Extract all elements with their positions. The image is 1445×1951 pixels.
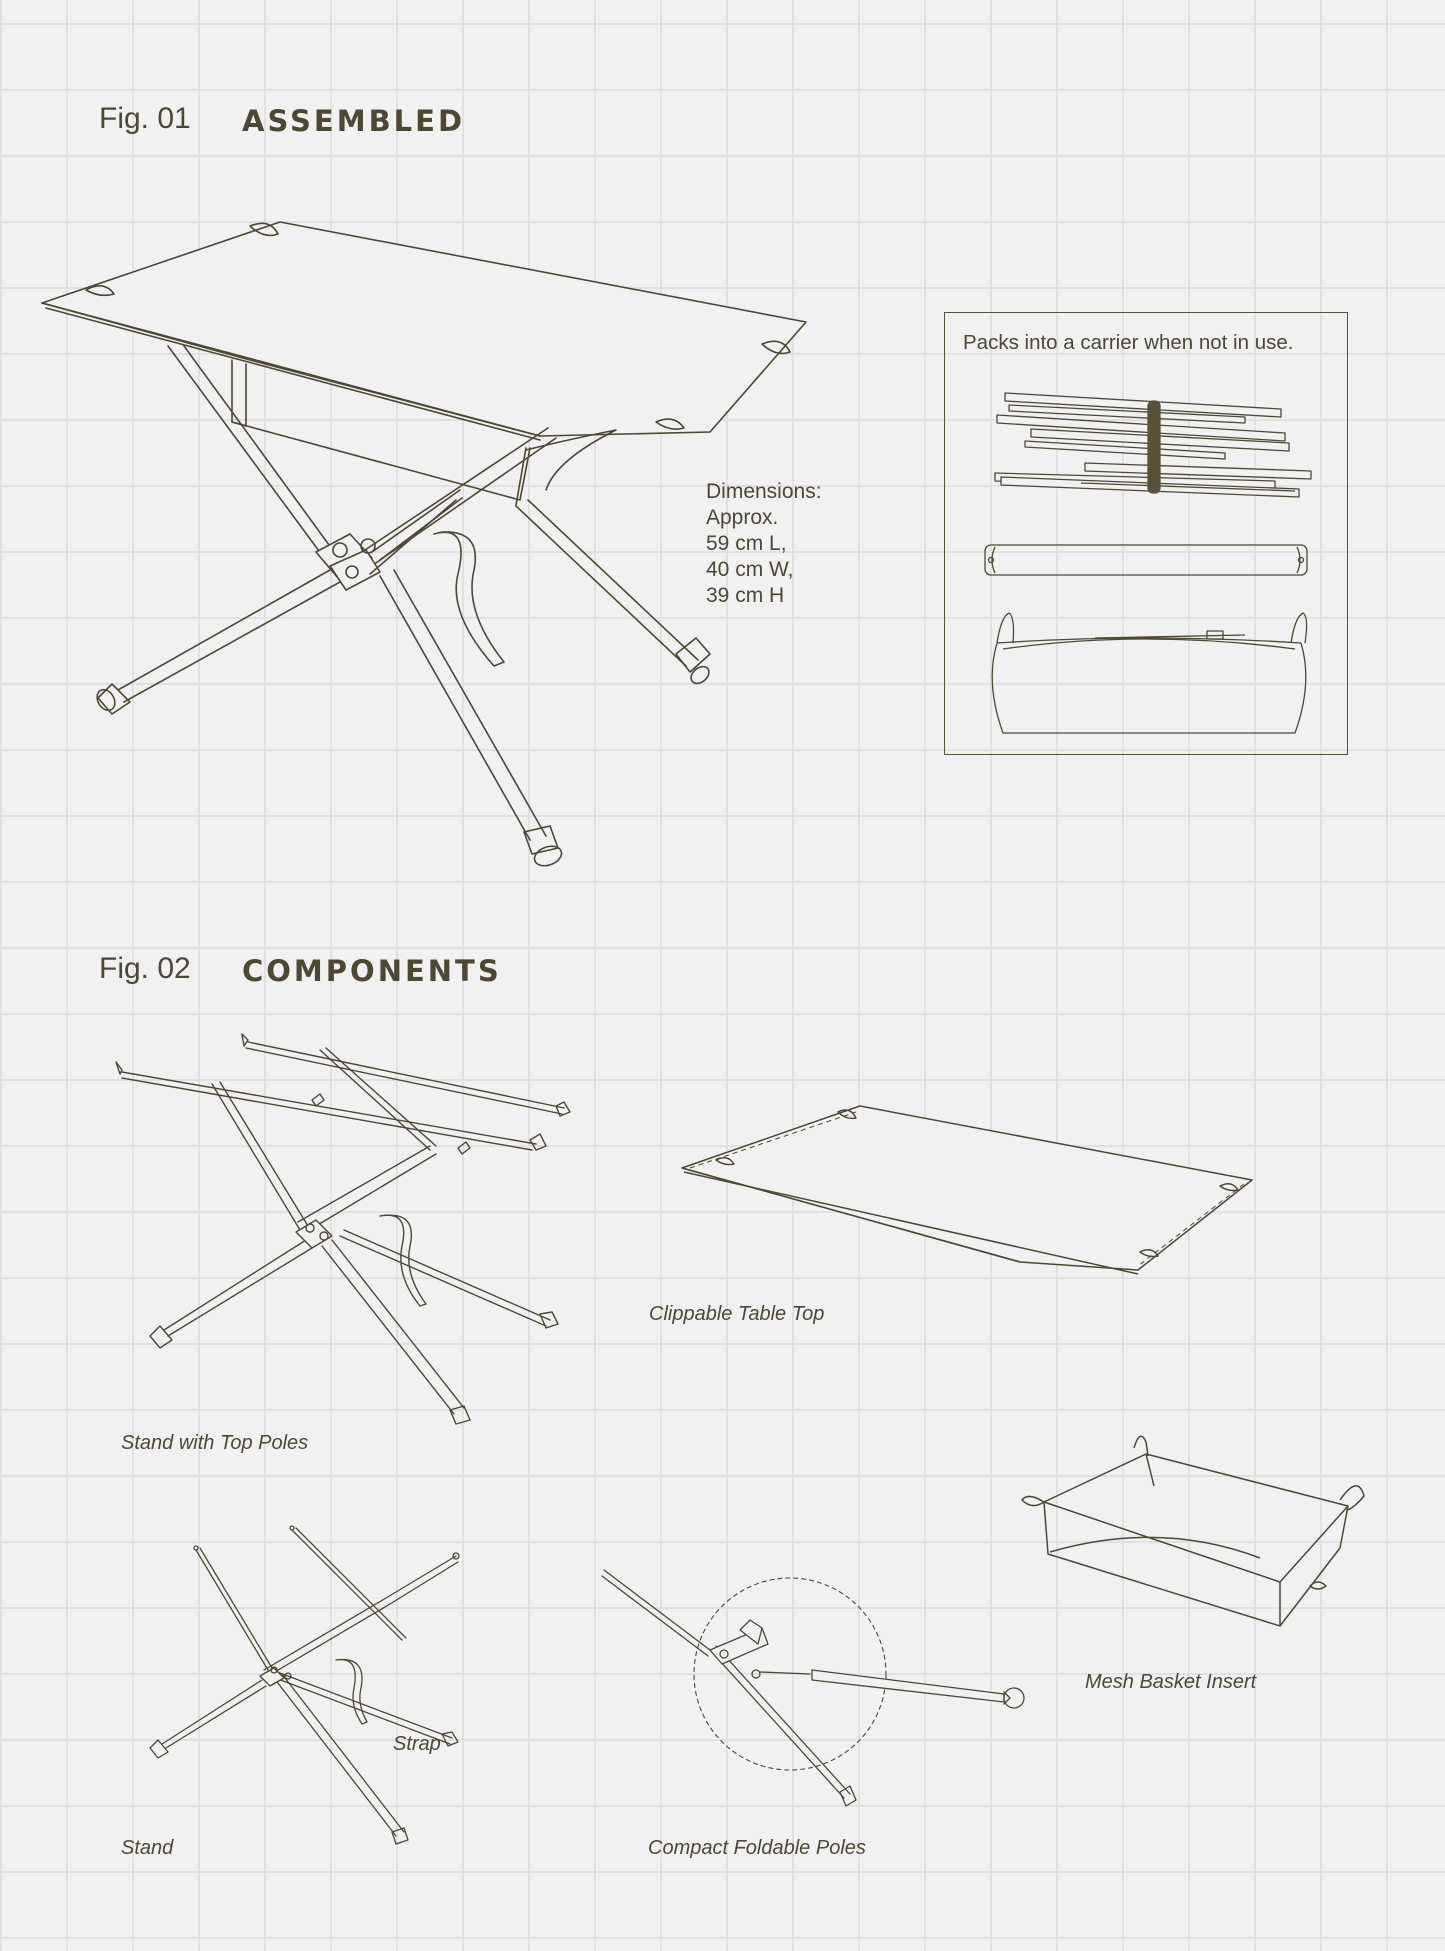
compact-foldable-poles-drawing	[590, 1550, 1050, 1830]
caption-table-top: Clippable Table Top	[649, 1303, 825, 1325]
dimensions-approx: Approx.	[706, 506, 779, 529]
fig1-number: Fig. 01	[99, 102, 191, 135]
packed-poles-drawing	[945, 313, 1349, 756]
caption-stand-with-top-poles: Stand with Top Poles	[121, 1432, 309, 1454]
dimension-length: 59 cm L,	[706, 532, 787, 555]
dimension-width: 40 cm W,	[706, 558, 794, 581]
fig2-title: COMPONENTS	[242, 954, 502, 988]
dimension-height: 39 cm H	[706, 584, 785, 607]
clippable-table-top-drawing	[670, 1090, 1270, 1290]
pack-note: Packs into a carrier when not in use.	[963, 331, 1294, 354]
fig1-title: ASSEMBLED	[242, 104, 466, 138]
caption-strap: Strap	[393, 1733, 441, 1755]
stand-drawing	[140, 1520, 500, 1840]
assembled-table-drawing	[0, 0, 840, 900]
caption-foldable-poles: Compact Foldable Poles	[648, 1837, 866, 1859]
packed-carrier-box	[944, 312, 1348, 755]
caption-stand: Stand	[121, 1837, 174, 1859]
mesh-basket-insert-drawing	[1010, 1430, 1390, 1630]
caption-mesh-basket: Mesh Basket Insert	[1085, 1671, 1257, 1693]
fig2-number: Fig. 02	[99, 952, 191, 985]
dimensions-note	[706, 479, 822, 609]
stand-with-top-poles-drawing	[100, 1030, 580, 1450]
dimensions-label: Dimensions:	[706, 480, 822, 503]
